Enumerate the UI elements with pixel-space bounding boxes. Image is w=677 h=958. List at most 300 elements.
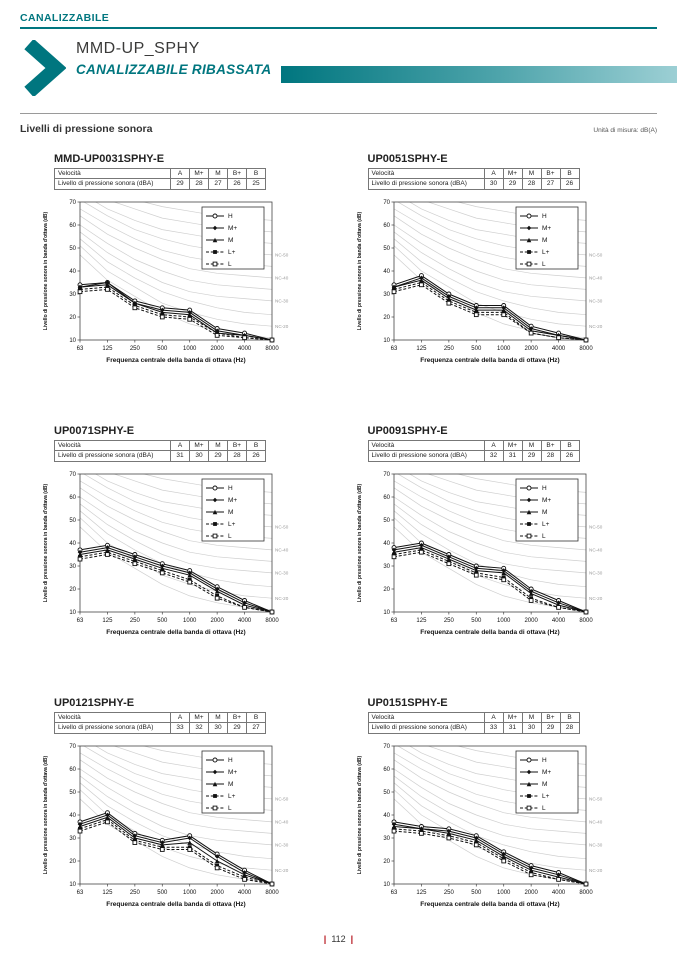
nc-label: NC-30 [588,570,602,576]
nc-label: NC-40 [275,547,289,553]
nc-label: NC-40 [588,547,602,553]
y-axis-label: Livello di pressione sonora in banda d'ottava (dB) [356,755,363,875]
x-tick-label: 2000 [523,617,538,624]
series-marker [584,882,588,886]
footer-bar-left: | [323,934,327,944]
series-marker [213,806,217,810]
x-axis-label: Frequenza centrale della banda di ottava (Hz) [419,628,560,636]
series-marker [78,290,82,294]
table-level-label: Livello di pressione sonora (dBA) [368,179,484,189]
x-tick-label: 2000 [210,889,224,896]
x-tick-label: 2000 [523,889,538,896]
spec-table [368,440,580,462]
series-marker [243,336,247,340]
section-header [20,123,657,135]
y-tick-label: 50 [382,517,390,524]
series-marker [213,794,217,798]
series-line-M [80,817,272,884]
series-marker [419,550,423,554]
footer-bar-right: | [350,934,354,944]
series-marker [501,859,505,863]
x-tick-label: 1000 [496,889,510,896]
x-tick-label: 63 [76,345,84,352]
series-marker [446,562,450,566]
x-axis-label: Frequenza centrale della banda di ottava (Hz) [106,900,246,908]
table-dba-value: 27 [209,179,228,189]
x-tick-label: 4000 [237,617,252,624]
nc-label: NC-20 [275,595,289,601]
y-tick-label: 20 [69,314,76,321]
y-tick-label: 10 [69,337,76,344]
series-marker [419,283,423,287]
y-tick-label: 60 [382,494,390,501]
legend-label: L+ [541,249,549,257]
legend-label: H [541,485,547,493]
series-marker [160,571,164,575]
header-gradient-band [281,66,677,83]
legend-label: M [541,509,547,517]
series-marker [527,794,531,798]
y-tick-label: 10 [382,881,390,888]
y-axis-label: Livello di pressione sonora in banda d'ottava (dB) [43,755,49,875]
legend-label: M+ [541,225,551,233]
table-col-header: A [484,440,503,450]
x-tick-label: 500 [157,345,168,352]
table-speed-label: Velocità [368,169,484,179]
legend-label: M [228,509,234,517]
x-tick-label: 125 [102,345,113,352]
page-number: 112 [331,934,346,944]
table-speed-label: Velocità [368,712,484,722]
nc-label: NC-20 [275,323,289,329]
series-marker [392,290,396,294]
x-tick-label: 1000 [496,345,510,352]
table-col-header: B [247,712,266,722]
chart-title: UP0051SPHY-E [367,153,448,165]
series-marker [215,333,219,337]
nc-label: NC-40 [588,819,602,825]
table-dba-value: 30 [522,723,541,733]
legend-label: M [228,237,234,245]
x-tick-label: 4000 [551,345,565,352]
chevron-logo-icon [20,40,66,96]
table-dba-value: 26 [560,451,579,461]
y-tick-label: 70 [382,471,390,478]
nc-label: NC-20 [275,867,289,873]
chart-block [40,425,343,659]
y-tick-label: 30 [382,835,390,842]
y-tick-label: 20 [382,858,390,865]
x-tick-label: 500 [470,617,481,624]
legend-label: M+ [228,497,238,505]
table-col-header: M+ [190,712,209,722]
x-tick-label: 2000 [210,345,224,352]
table-col-header: M [522,440,541,450]
y-tick-label: 70 [69,743,76,750]
x-axis-label: Frequenza centrale della banda di ottava (Hz) [106,628,246,636]
chart-title: UP0091SPHY-E [367,424,448,437]
table-dba-value: 29 [541,723,560,733]
y-tick-label: 40 [69,812,76,819]
x-tick-label: 63 [390,345,397,352]
spec-table [368,712,580,734]
nc-label: NC-30 [588,842,602,848]
legend-label: M [228,781,234,789]
chart-canvas [354,736,639,926]
chart-canvas [354,464,639,654]
legend-label: L [541,533,546,541]
series-line-M [394,280,586,340]
table-col-header: B [560,440,579,450]
table-col-header: M+ [190,169,209,179]
y-tick-label: 50 [382,789,390,796]
table-col-header: M+ [503,440,522,450]
nc-label: NC-30 [275,570,289,576]
legend-label: H [228,757,233,765]
series-marker [419,831,423,835]
chart-title: MMD-UP0031SPHY-E [54,153,165,165]
series-marker [556,336,560,340]
table-col-header: M+ [503,712,522,722]
y-axis-label: Livello di pressione sonora in banda d'ottava (dB) [43,211,49,331]
x-tick-label: 500 [157,889,168,896]
chart-title: UP0151SPHY-E [367,696,448,709]
y-tick-label: 40 [382,812,390,819]
legend-label: L+ [228,521,236,529]
x-tick-label: 8000 [265,889,279,896]
y-axis-label: Livello di pressione sonora in banda d'ottava (dB) [356,211,363,331]
series-marker [392,829,396,833]
series-marker [106,287,110,291]
y-tick-label: 20 [382,586,390,593]
table-dba-value: 29 [228,723,247,733]
legend-label: H [228,213,233,221]
nc-label: NC-30 [275,298,289,304]
series-marker [213,262,217,266]
table-col-header: B [560,169,579,179]
series-marker [243,877,247,881]
table-col-header: B [560,712,579,722]
series-marker [133,562,137,566]
series-marker [584,338,588,342]
top-accent-rule [20,27,657,29]
table-dba-value: 28 [541,451,560,461]
x-tick-label: 500 [470,345,481,352]
x-tick-label: 125 [102,617,113,624]
table-col-header: A [484,169,503,179]
y-tick-label: 40 [382,268,390,275]
legend-label: M+ [228,225,238,233]
legend-label: H [228,485,233,493]
series-marker [213,214,217,218]
x-axis-label: Frequenza centrale della banda di ottava (Hz) [419,356,560,364]
y-tick-label: 10 [382,337,390,344]
x-tick-label: 250 [443,889,454,896]
product-name: MMD-UP_SPHY [76,40,200,57]
table-level-label: Livello di pressione sonora (dBA) [55,723,171,733]
x-tick-label: 125 [102,889,113,896]
legend-label: L+ [541,793,549,801]
table-col-header: A [484,712,503,722]
series-marker [474,573,478,577]
y-tick-label: 40 [382,540,390,547]
table-col-header: M+ [503,169,522,179]
x-tick-label: 8000 [578,617,593,624]
legend-label: L [228,261,232,269]
table-dba-value: 33 [171,723,190,733]
table-col-header: A [171,169,190,179]
y-tick-label: 50 [382,245,390,252]
nc-label: NC-40 [588,275,602,281]
series-marker [215,866,219,870]
table-speed-label: Velocità [55,169,171,179]
y-tick-label: 60 [69,494,76,501]
table-dba-value: 29 [171,179,190,189]
y-tick-label: 20 [69,586,76,593]
spec-table [54,712,266,734]
series-marker [133,841,137,845]
chart-block [354,697,657,931]
legend-label: L [541,261,546,269]
x-tick-label: 63 [76,889,84,896]
series-marker [527,262,531,266]
x-tick-label: 125 [415,617,426,624]
table-col-header: B+ [228,440,247,450]
y-tick-label: 70 [69,471,76,478]
x-tick-label: 250 [443,617,454,624]
series-marker [160,847,164,851]
table-dba-value: 32 [190,723,209,733]
series-marker [529,598,533,602]
legend-label: L [228,805,232,813]
chart-block [40,153,343,387]
series-marker [527,250,531,254]
x-tick-label: 250 [129,889,140,896]
legend-label: M [541,237,547,245]
nc-label: NC-50 [588,524,602,530]
y-axis-label: Livello di pressione sonora in banda d'ottava (dB) [43,483,49,603]
series-line-L [394,831,586,884]
series-marker [213,250,217,254]
legend-label: H [541,213,547,221]
table-dba-value: 30 [190,451,209,461]
table-level-label: Livello di pressione sonora (dBA) [55,179,171,189]
table-level-label: Livello di pressione sonora (dBA) [368,451,484,461]
legend-label: L+ [541,521,549,529]
x-tick-label: 250 [129,345,140,352]
x-tick-label: 250 [443,345,454,352]
x-tick-label: 1000 [496,617,510,624]
series-marker [474,843,478,847]
series-marker [527,486,531,490]
y-tick-label: 60 [69,766,76,773]
legend-label: M+ [541,497,551,505]
series-marker [78,829,82,833]
nc-label: NC-50 [275,524,289,530]
nc-label: NC-40 [275,275,289,281]
series-marker [527,522,531,526]
table-speed-label: Velocità [55,440,171,450]
nc-label: NC-50 [588,252,602,258]
series-marker [556,605,560,609]
table-level-label: Livello di pressione sonora (dBA) [55,451,171,461]
nc-label: NC-40 [275,819,289,825]
series-marker [527,806,531,810]
table-dba-value: 28 [522,179,541,189]
table-col-header: B [247,440,266,450]
x-tick-label: 63 [390,617,397,624]
x-tick-label: 8000 [578,889,593,896]
unit-note: Unità di misura: dB(A) [593,127,657,134]
y-tick-label: 70 [69,199,76,206]
y-tick-label: 30 [69,563,76,570]
spec-table [54,440,266,462]
legend-label: H [541,757,547,765]
x-tick-label: 500 [470,889,481,896]
y-tick-label: 50 [69,517,76,524]
series-marker [213,534,217,538]
series-marker [501,578,505,582]
table-level-label: Livello di pressione sonora (dBA) [368,723,484,733]
table-dba-value: 27 [541,179,560,189]
x-axis-label: Frequenza centrale della banda di ottava (Hz) [419,900,560,908]
legend-label: M [541,781,547,789]
x-tick-label: 2000 [210,617,224,624]
series-marker [527,214,531,218]
y-tick-label: 30 [69,835,76,842]
series-marker [501,313,505,317]
table-col-header: B+ [228,712,247,722]
series-marker [188,317,192,321]
table-col-header: M [209,440,228,450]
nc-label: NC-20 [588,323,602,329]
y-tick-label: 20 [69,858,76,865]
table-dba-value: 29 [503,179,522,189]
product-header [20,40,657,96]
table-dba-value: 29 [522,451,541,461]
series-marker [270,610,274,614]
section-divider [20,113,657,114]
charts-grid [20,153,657,931]
product-subtitle: CANALIZZABILE RIBASSATA [76,62,272,77]
table-col-header: M [522,169,541,179]
y-axis-label: Livello di pressione sonora in banda d'ottava (dB) [356,483,363,603]
table-dba-value: 26 [247,451,266,461]
legend-label: L [228,533,232,541]
legend-label: L+ [228,793,236,801]
y-tick-label: 60 [382,766,390,773]
series-marker [243,605,247,609]
page-footer [0,934,677,944]
table-dba-value: 29 [209,451,228,461]
chart-canvas [354,192,639,382]
series-marker [529,331,533,335]
series-marker [527,534,531,538]
series-marker [215,596,219,600]
x-tick-label: 8000 [578,345,593,352]
chart-title: UP0071SPHY-E [54,424,135,437]
series-marker [160,315,164,319]
spec-table [368,168,580,190]
series-marker [474,313,478,317]
table-dba-value: 33 [484,723,503,733]
x-tick-label: 1000 [183,889,197,896]
section-title: Livelli di pressione sonora [20,123,153,135]
series-marker [556,877,560,881]
table-dba-value: 31 [503,723,522,733]
legend-label: M+ [541,769,551,777]
table-dba-value: 27 [247,723,266,733]
spec-table [54,168,266,190]
x-tick-label: 125 [415,889,426,896]
legend-label: L+ [228,249,236,257]
series-marker [529,873,533,877]
y-tick-label: 70 [382,743,390,750]
chart-canvas [40,464,325,654]
chart-block [354,153,657,387]
table-dba-value: 25 [247,179,266,189]
series-marker [188,847,192,851]
x-tick-label: 8000 [265,617,279,624]
table-col-header: B [247,169,266,179]
series-marker [584,610,588,614]
table-dba-value: 28 [228,451,247,461]
table-col-header: M [209,169,228,179]
x-tick-label: 4000 [551,889,565,896]
legend-label: L [541,805,546,813]
x-axis-label: Frequenza centrale della banda di ottava (Hz) [106,356,246,364]
table-col-header: B+ [541,712,560,722]
nc-label: NC-20 [588,595,602,601]
x-tick-label: 125 [415,345,426,352]
x-tick-label: 4000 [237,345,252,352]
x-tick-label: 8000 [265,345,279,352]
x-tick-label: 1000 [183,617,197,624]
series-marker [78,557,82,561]
table-dba-value: 26 [560,179,579,189]
top-category-label: CANALIZZABILE [20,12,110,24]
table-dba-value: 31 [503,451,522,461]
series-marker [106,552,110,556]
product-title-block [76,40,271,77]
table-col-header: A [171,440,190,450]
table-dba-value: 32 [484,451,503,461]
nc-label: NC-50 [275,252,289,258]
table-col-header: M [522,712,541,722]
table-dba-value: 28 [190,179,209,189]
nc-label: NC-30 [588,298,602,304]
table-col-header: M+ [190,440,209,450]
series-marker [446,836,450,840]
chart-block [40,697,343,931]
chart-block [354,425,657,659]
series-marker [270,338,274,342]
nc-label: NC-20 [588,867,602,873]
nc-label: NC-50 [275,796,289,802]
table-speed-label: Velocità [368,440,484,450]
series-marker [213,758,217,762]
y-tick-label: 30 [382,563,390,570]
table-dba-value: 26 [228,179,247,189]
series-marker [527,758,531,762]
table-col-header: B+ [228,169,247,179]
table-dba-value: 28 [560,723,579,733]
y-tick-label: 50 [69,245,76,252]
table-col-header: B+ [541,169,560,179]
table-col-header: A [171,712,190,722]
y-tick-label: 70 [382,199,390,206]
series-marker [392,555,396,559]
